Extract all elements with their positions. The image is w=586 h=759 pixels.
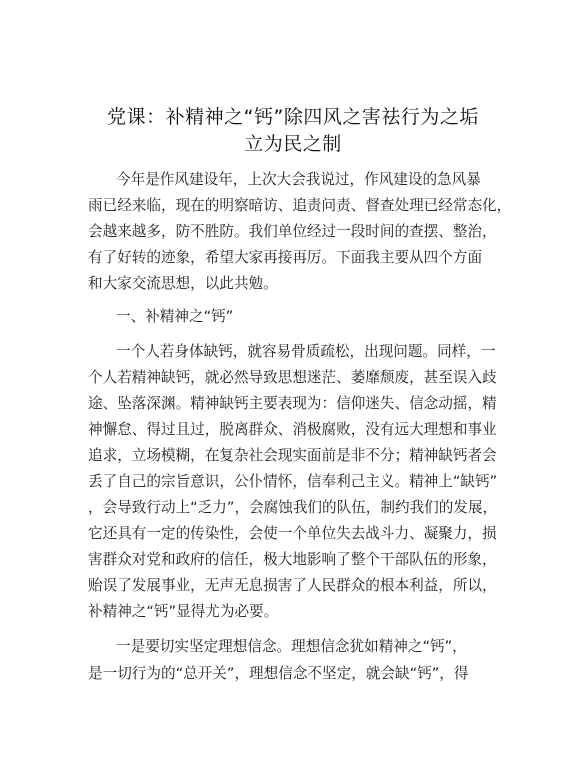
paragraph-line: 一是要切实坚定理想信念。理想信念犹如精神之“钙”， xyxy=(116,638,467,655)
paragraph-line: 会越来越多，防不胜防。我们单位经过一段时间的查摆、整治， xyxy=(88,223,497,240)
document-title-line-1: 党课：补精神之“钙”除四风之害祛行为之垢 xyxy=(107,106,479,128)
paragraph-line: 害群众对党和政府的信任，极大地影响了整个干部队伍的形象， xyxy=(88,551,497,568)
paragraph-line: 它还具有一定的传染性，会使一个单位失去战斗力、凝聚力，损 xyxy=(88,525,497,542)
paragraph-line: 神懈怠、得过且过，脱离群众、消极腐败，没有远大理想和事业 xyxy=(88,421,497,438)
paragraph-line: 有了好转的迹象，希望大家再接再厉。下面我主要从四个方面 xyxy=(88,249,483,266)
paragraph-line: 雨已经来临，现在的明察暗访、追责问责、督查处理已经常态化， xyxy=(88,197,512,214)
paragraph-line: 追求，立场模糊，在复杂社会现实面前是非不分；精神缺钙者会 xyxy=(88,447,497,464)
paragraph-line: 和大家交流思想，以此共勉。 xyxy=(88,275,278,292)
paragraph-line: 今年是作风建设年，上次大会我说过，作风建设的急风暴 xyxy=(116,171,481,188)
paragraph-line: 丢了自己的宗旨意识，公仆情怀，信奉利己主义。精神上“缺钙” xyxy=(88,473,498,490)
paragraph-line: ，会导致行动上“乏力”，会腐蚀我们的队伍，制约我们的发展， xyxy=(88,499,498,516)
paragraph-line: 一个人若身体缺钙，就容易骨质疏松，出现问题。同样，一 xyxy=(116,343,496,360)
paragraph-line: 个人若精神缺钙，就必然导致思想迷茫、萎靡颓废，甚至误入歧 xyxy=(88,369,497,386)
paragraph-line: 是一切行为的“总开关”，理想信念不坚定，就会缺“钙”，得 xyxy=(88,665,469,682)
paragraph-line: 贻误了发展事业，无声无息损害了人民群众的根本利益，所以， xyxy=(88,577,497,594)
document-title-line-2: 立为民之制 xyxy=(244,133,342,155)
paragraph-line: 途、坠落深渊。精神缺钙主要表现为：信仰迷失、信念动摇，精 xyxy=(88,395,497,412)
paragraph-line: 补精神之“钙”显得尤为必要。 xyxy=(88,603,279,620)
section-heading: 一、补精神之“钙” xyxy=(116,308,234,325)
